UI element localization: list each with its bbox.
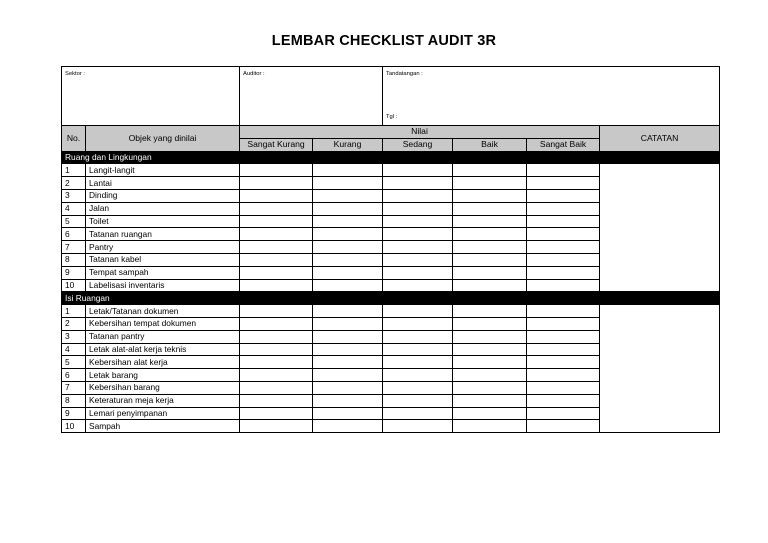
item-number: 6	[62, 228, 86, 241]
score-cell[interactable]	[240, 407, 313, 420]
score-cell[interactable]	[527, 241, 600, 254]
score-cell[interactable]	[313, 407, 383, 420]
score-cell[interactable]	[240, 394, 313, 407]
score-cell[interactable]	[240, 215, 313, 228]
scale-header: Sangat Kurang	[240, 138, 313, 151]
auditor-label: Auditor :	[243, 71, 265, 77]
score-cell[interactable]	[240, 189, 313, 202]
score-cell[interactable]	[453, 407, 527, 420]
item-number: 7	[62, 381, 86, 394]
score-cell[interactable]	[453, 177, 527, 190]
score-cell[interactable]	[240, 356, 313, 369]
score-cell[interactable]	[453, 164, 527, 177]
item-objek: Keteraturan meja kerja	[86, 394, 240, 407]
score-cell[interactable]	[527, 164, 600, 177]
item-number: 3	[62, 330, 86, 343]
item-objek: Jalan	[86, 202, 240, 215]
item-objek: Pantry	[86, 241, 240, 254]
item-number: 3	[62, 189, 86, 202]
score-cell[interactable]	[453, 241, 527, 254]
auditor-field[interactable]	[240, 67, 383, 126]
score-cell[interactable]	[240, 241, 313, 254]
score-cell[interactable]	[527, 381, 600, 394]
score-cell[interactable]	[313, 381, 383, 394]
score-cell[interactable]	[453, 381, 527, 394]
score-cell[interactable]	[453, 228, 527, 241]
item-objek: Toilet	[86, 215, 240, 228]
score-cell[interactable]	[383, 420, 453, 433]
score-cell[interactable]	[313, 343, 383, 356]
score-cell[interactable]	[527, 407, 600, 420]
score-cell[interactable]	[453, 369, 527, 382]
score-cell[interactable]	[383, 356, 453, 369]
score-cell[interactable]	[313, 228, 383, 241]
item-number: 2	[62, 177, 86, 190]
score-cell[interactable]	[383, 202, 453, 215]
tgl-label: Tgl :	[386, 114, 398, 120]
item-objek: Tatanan pantry	[86, 330, 240, 343]
item-number: 9	[62, 266, 86, 279]
item-objek: Dinding	[86, 189, 240, 202]
item-objek: Letak/Tatanan dokumen	[86, 305, 240, 318]
score-cell[interactable]	[383, 279, 453, 292]
item-objek: Letak barang	[86, 369, 240, 382]
score-cell[interactable]	[313, 305, 383, 318]
col-nilai-header: Nilai	[240, 126, 600, 139]
item-objek: Kebersihan alat kerja	[86, 356, 240, 369]
section-title: Isi Ruangan	[62, 292, 720, 305]
score-cell[interactable]	[453, 317, 527, 330]
score-cell[interactable]	[527, 189, 600, 202]
item-number: 10	[62, 420, 86, 433]
score-cell[interactable]	[313, 241, 383, 254]
item-number: 10	[62, 279, 86, 292]
score-cell[interactable]	[453, 343, 527, 356]
item-objek: Labelisasi inventaris	[86, 279, 240, 292]
score-cell[interactable]	[240, 266, 313, 279]
score-cell[interactable]	[453, 420, 527, 433]
audit-checklist-table	[61, 66, 720, 433]
item-objek: Kebersihan tempat dokumen	[86, 317, 240, 330]
score-cell[interactable]	[313, 177, 383, 190]
score-cell[interactable]	[240, 381, 313, 394]
score-cell[interactable]	[240, 420, 313, 433]
item-number: 5	[62, 215, 86, 228]
score-cell[interactable]	[383, 330, 453, 343]
score-cell[interactable]	[240, 279, 313, 292]
score-cell[interactable]	[527, 266, 600, 279]
score-cell[interactable]	[527, 177, 600, 190]
score-cell[interactable]	[313, 266, 383, 279]
score-cell[interactable]	[527, 330, 600, 343]
item-number: 9	[62, 407, 86, 420]
score-cell[interactable]	[383, 164, 453, 177]
item-number: 6	[62, 369, 86, 382]
item-objek: Sampah	[86, 420, 240, 433]
score-cell[interactable]	[383, 266, 453, 279]
score-cell[interactable]	[453, 215, 527, 228]
col-no-header: No.	[62, 126, 86, 152]
item-objek: Tatanan ruangan	[86, 228, 240, 241]
item-number: 4	[62, 343, 86, 356]
score-cell[interactable]	[383, 305, 453, 318]
score-cell[interactable]	[383, 215, 453, 228]
score-cell[interactable]	[240, 330, 313, 343]
item-objek: Tempat sampah	[86, 266, 240, 279]
score-cell[interactable]	[313, 253, 383, 266]
score-cell[interactable]	[527, 420, 600, 433]
sektor-field[interactable]	[62, 67, 240, 126]
score-cell[interactable]	[527, 356, 600, 369]
score-cell[interactable]	[240, 177, 313, 190]
score-cell[interactable]	[240, 202, 313, 215]
score-cell[interactable]	[383, 381, 453, 394]
score-cell[interactable]	[383, 253, 453, 266]
score-cell[interactable]	[527, 369, 600, 382]
score-cell[interactable]	[527, 394, 600, 407]
score-cell[interactable]	[453, 253, 527, 266]
score-cell[interactable]	[453, 189, 527, 202]
section-title: Ruang dan Lingkungan	[62, 151, 720, 164]
table-row	[62, 305, 720, 318]
tandatangan-label: Tandatangan :	[386, 71, 423, 77]
score-cell[interactable]	[240, 305, 313, 318]
score-cell[interactable]	[240, 228, 313, 241]
header-row	[62, 126, 720, 139]
score-cell[interactable]	[313, 394, 383, 407]
score-cell[interactable]	[527, 253, 600, 266]
item-number: 8	[62, 253, 86, 266]
item-number: 1	[62, 164, 86, 177]
score-cell[interactable]	[527, 202, 600, 215]
col-objek-header: Objek yang dinilai	[86, 126, 240, 152]
score-cell[interactable]	[383, 241, 453, 254]
score-cell[interactable]	[453, 305, 527, 318]
score-cell[interactable]	[453, 356, 527, 369]
item-number: 2	[62, 317, 86, 330]
score-cell[interactable]	[383, 177, 453, 190]
score-cell[interactable]	[453, 202, 527, 215]
score-cell[interactable]	[527, 215, 600, 228]
score-cell[interactable]	[453, 330, 527, 343]
col-catatan-header: CATATAN	[600, 126, 720, 152]
score-cell[interactable]	[453, 279, 527, 292]
item-number: 1	[62, 305, 86, 318]
item-objek: Kebersihan barang	[86, 381, 240, 394]
score-cell[interactable]	[313, 369, 383, 382]
signature-field[interactable]	[383, 67, 720, 126]
item-number: 8	[62, 394, 86, 407]
score-cell[interactable]	[240, 343, 313, 356]
score-cell[interactable]	[313, 420, 383, 433]
score-cell[interactable]	[383, 228, 453, 241]
score-cell[interactable]	[313, 279, 383, 292]
score-cell[interactable]	[527, 343, 600, 356]
score-cell[interactable]	[453, 266, 527, 279]
score-cell[interactable]	[383, 369, 453, 382]
score-cell[interactable]	[313, 164, 383, 177]
score-cell[interactable]	[383, 343, 453, 356]
info-row	[62, 67, 720, 126]
score-cell[interactable]	[313, 317, 383, 330]
section-header-row	[62, 292, 720, 305]
score-cell[interactable]	[313, 189, 383, 202]
sektor-label: Sektor :	[65, 71, 85, 77]
scale-header: Baik	[453, 138, 527, 151]
scale-header: Sedang	[383, 138, 453, 151]
score-cell[interactable]	[383, 407, 453, 420]
score-cell[interactable]	[527, 228, 600, 241]
score-cell[interactable]	[383, 317, 453, 330]
score-cell[interactable]	[313, 330, 383, 343]
item-objek: Langit-langit	[86, 164, 240, 177]
score-cell[interactable]	[383, 394, 453, 407]
table-row	[62, 164, 720, 177]
section-header-row	[62, 151, 720, 164]
score-cell[interactable]	[527, 317, 600, 330]
scale-header: Kurang	[313, 138, 383, 151]
item-objek: Lemari penyimpanan	[86, 407, 240, 420]
catatan-cell[interactable]	[600, 164, 720, 292]
score-cell[interactable]	[527, 305, 600, 318]
score-cell[interactable]	[313, 215, 383, 228]
score-cell[interactable]	[240, 253, 313, 266]
score-cell[interactable]	[313, 356, 383, 369]
score-cell[interactable]	[240, 317, 313, 330]
item-objek: Letak alat-alat kerja teknis	[86, 343, 240, 356]
item-objek: Lantai	[86, 177, 240, 190]
score-cell[interactable]	[383, 189, 453, 202]
item-objek: Tatanan kabel	[86, 253, 240, 266]
score-cell[interactable]	[240, 164, 313, 177]
item-number: 4	[62, 202, 86, 215]
item-number: 5	[62, 356, 86, 369]
score-cell[interactable]	[527, 279, 600, 292]
score-cell[interactable]	[313, 202, 383, 215]
score-cell[interactable]	[453, 394, 527, 407]
scale-header: Sangat Baik	[527, 138, 600, 151]
page-title: LEMBAR CHECKLIST AUDIT 3R	[271, 33, 497, 49]
catatan-cell[interactable]	[600, 305, 720, 433]
item-number: 7	[62, 241, 86, 254]
score-cell[interactable]	[240, 369, 313, 382]
